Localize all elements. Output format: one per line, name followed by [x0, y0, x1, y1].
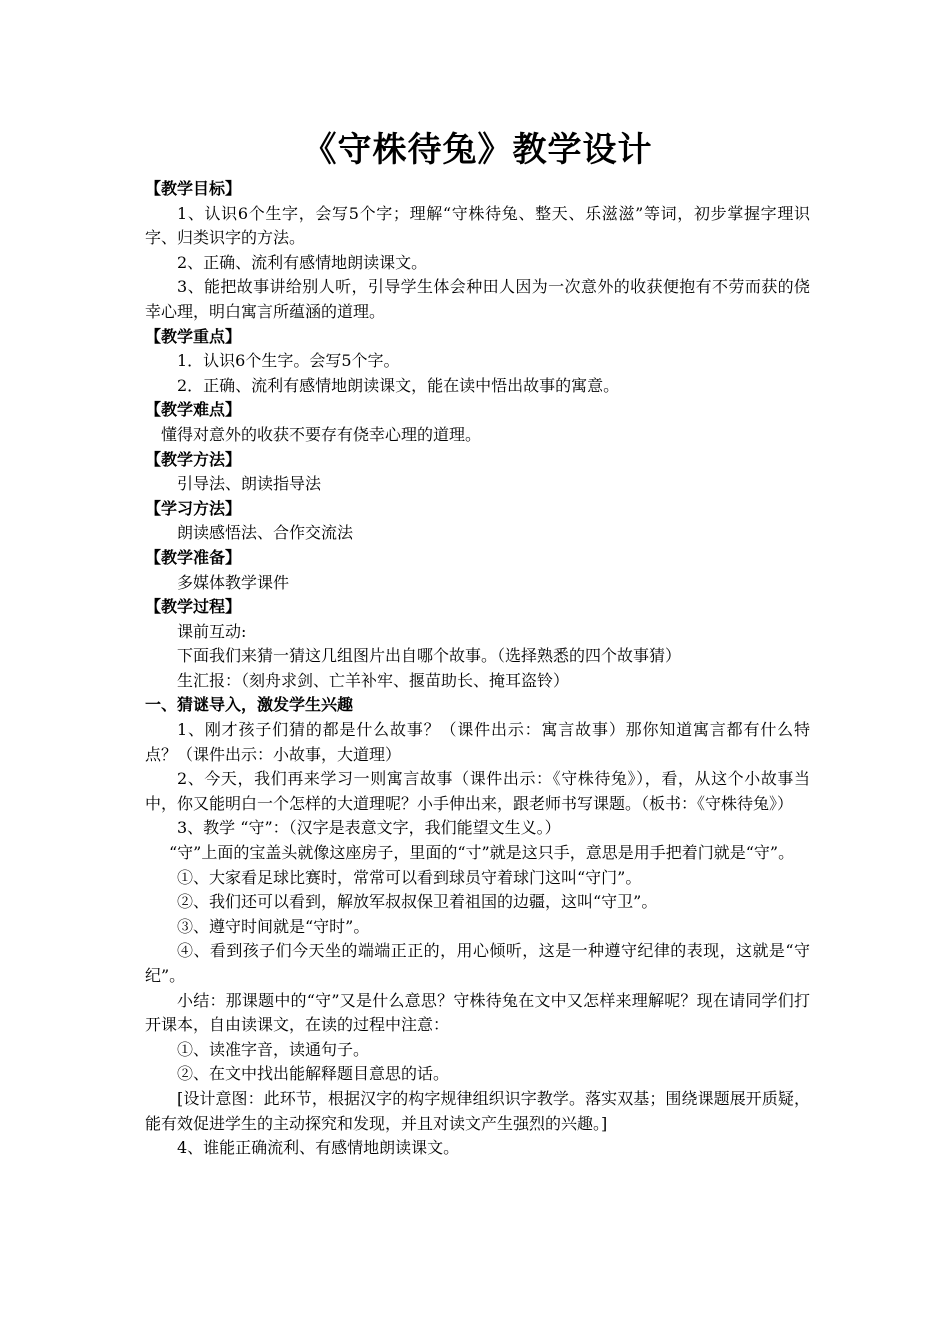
- paragraph-3: 3、教学 “守”：（汉字是表意文字，我们能望文生义。）: [177, 818, 561, 838]
- process-line-1: 课前互动:: [177, 621, 247, 641]
- page-title: 《守株待兔》教学设计: [302, 130, 653, 170]
- key-points-heading: 【教学重点】: [145, 326, 242, 346]
- teaching-method-heading: 【教学方法】: [145, 449, 242, 469]
- paragraph-2: 2、今天，我们再来学习一则寓言故事（课件出示：《守株待兔》），看，从这个小故事当中，你又能明白一个怎样的大道理呢？小手伸出来，跟老师书写课题。（板书：《守株待兔》）: [145, 769, 810, 813]
- paragraph-8: ④、看到孩子们今天坐的端端正正的，用心倾听，这是一种遵守纪律的表现，这就是“守纪”。: [145, 941, 810, 985]
- key-point-2: 2．正确、流利有感情地朗读课文，能在读中悟出故事的寓意。: [177, 375, 620, 395]
- document-page: [145, 128, 810, 1161]
- paragraph-9: 小结：那课题中的“守”又是什么意思？守株待兔在文中又怎样来理解呢？现在请同学们打开课本，自由读课文，在读的过程中注意：: [145, 990, 810, 1035]
- paragraph-6: ②、我们还可以看到，解放军叔叔保卫着祖国的边疆，这叫“守卫”。: [177, 892, 658, 912]
- preparation-heading: 【教学准备】: [145, 547, 242, 567]
- paragraph-1: 1、刚才孩子们猜的都是什么故事？（课件出示：寓言故事）那你知道寓言都有什么特点？（课件出示：小故事，大道理）: [145, 720, 810, 764]
- paragraph-5: ①、大家看足球比赛时，常常可以看到球员守着球门这叫“守门”。: [177, 867, 642, 887]
- paragraph-13: 4、谁能正确流利、有感情地朗读课文。: [177, 1138, 460, 1158]
- difficulties-heading: 【教学难点】: [145, 400, 242, 420]
- process-line-2: 下面我们来猜一猜这几组图片出自哪个故事。（选择熟悉的四个故事猜）: [177, 646, 682, 666]
- teaching-method-1: 引导法、朗读指导法: [177, 474, 322, 494]
- part-one-heading: 一、猜谜导入，激发学生兴趣: [145, 695, 354, 715]
- paragraph-7: ③、遵守时间就是“守时”。: [177, 916, 370, 936]
- goals-heading: 【教学目标】: [145, 179, 242, 198]
- goal-item-2: 2、正确、流利有感情地朗读课文。: [177, 252, 428, 272]
- paragraph-11: ②、在文中找出能解释题目意思的话。: [177, 1064, 450, 1084]
- study-method-heading: 【学习方法】: [145, 498, 242, 518]
- process-heading: 【教学过程】: [145, 597, 242, 617]
- difficulty-1: 懂得对意外的收获不要存有侥幸心理的道理。: [161, 424, 482, 444]
- paragraph-10: ①、读准字音，读通句子。: [177, 1039, 370, 1059]
- paragraph-4: “守”上面的宝盖头就像这座房子，里面的“寸”就是这只手，意思是用手把着门就是“守”。: [169, 843, 795, 863]
- process-line-3: 生汇报：（刻舟求剑、亡羊补牢、揠苗助长、掩耳盗铃）: [177, 670, 570, 690]
- goal-item-1: 1、认识6个生字，会写5个字；理解“守株待兔、整天、乐滋滋”等词，初步掌握字理识字、归类识字的方法。: [145, 203, 810, 248]
- design-intent-note: [设计意图：此环节，根据汉字的构字规律组织识字教学。落实双基；围绕课题展开质疑，能有效促进学生的主动探究和发现，并且对读文产生强烈的兴趣。]: [145, 1088, 810, 1133]
- goal-item-3: 3、能把故事讲给别人听，引导学生体会种田人因为一次意外的收获便抱有不劳而获的侥幸心理，明白寓言所蕴涵的道理。: [145, 277, 810, 321]
- preparation-1: 多媒体教学课件: [177, 572, 290, 592]
- study-method-1: 朗读感悟法、合作交流法: [177, 523, 354, 543]
- key-point-1: 1．认识6个生字。会写5个字。: [177, 351, 400, 371]
